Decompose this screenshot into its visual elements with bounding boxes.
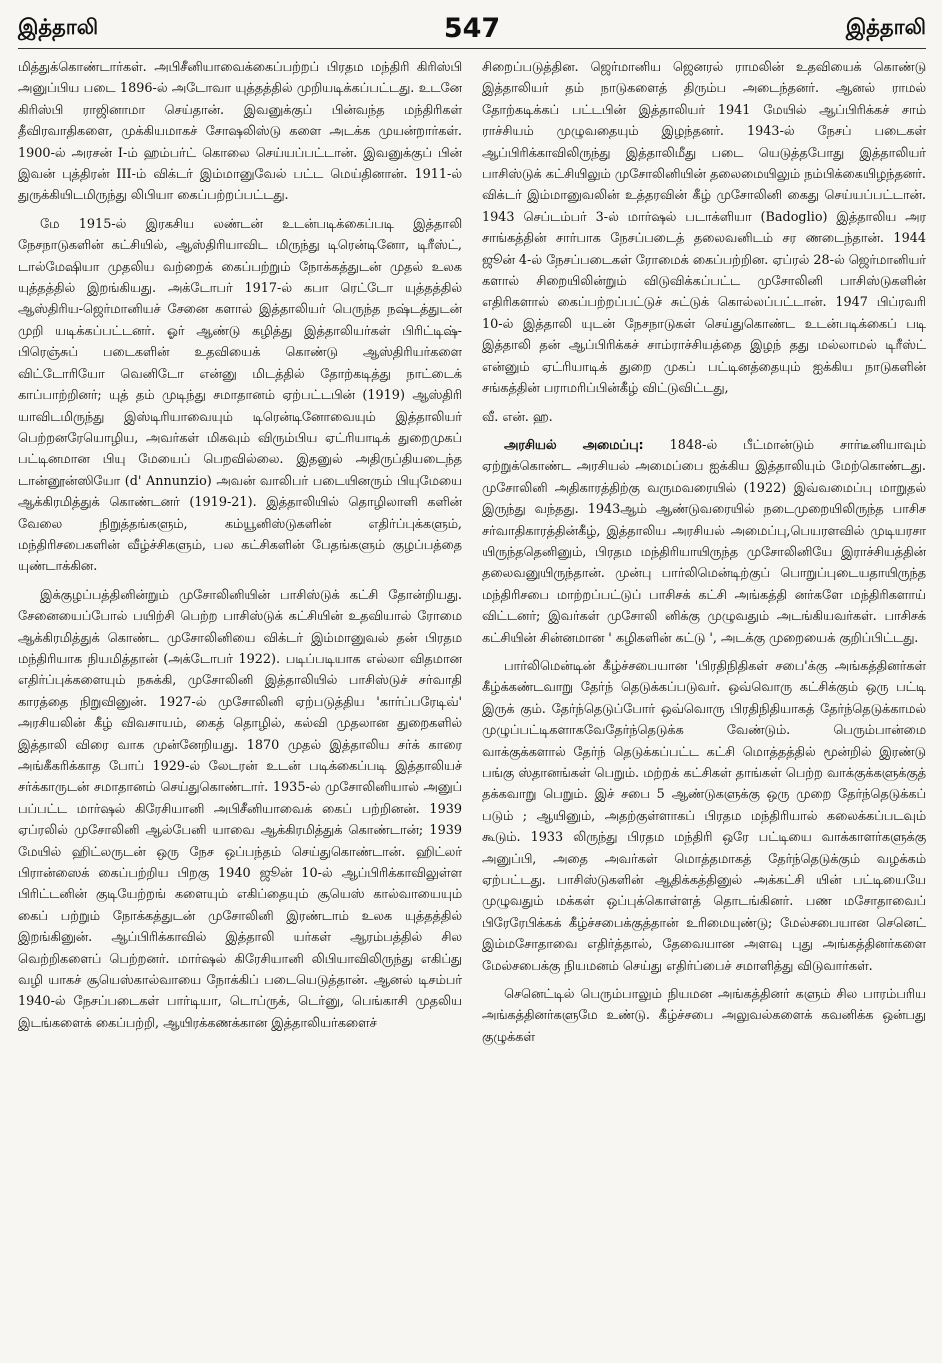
paragraph: இக்குழப்பத்தினின்றும் முசோலினியின் பாசிஸ்டுக் கட்சி தோன்றியது. சேனையைப்போல் பயிற்சி பெற்ற பாசிஸ்டுக் கட்சியின் உதவியால் ரோமை ஆக்கிரமித்துக் கொண்ட முசோலினியை விக்டர் இம்மானுவல் தன் பிரதம மந்திரியாக நியமித்தான் (அக்டோபர் 1922). படிப்படியாக எல்லா விதமான எதிர்ப்புக்களையும் நசுக்கி, முசோலினி இத்தாலியில் பாசிஸ்டுச் சர்வாதி காரத்தை நிறுவினுன். 1927-ல் முசோலினி ஏற்படுத்திய 'கார்ப்பரேடிவ்' அரசியலின் கீழ் விவசாயம், கைத் தொழில், கல்வி முதலான துறைகளில் இத்தாலி விரை வாக முன்னேறியது. 1870 முதல் இத்தாலிய சர்க் காரை அங்கீகரிக்காத போப் 1929-ல் லேடரன் உடன் படிக்கைப்படி இத்தாலியச் சர்க்காருடன் சமாதானம் செய்துகொண்டார். 1935-ல் முசோலினியால் அனுப் பப்பட்ட மார்ஷல் கிரேசியானி அபிசீனியாவைக் கைப் பற்றினன். 1939 ஏப்ரலில் முசோலினி ஆல்பேனி யாவை ஆக்கிரமித்துக் கொண்டான்; 1939 மேயில் ஹிட்லருடன் ஒரு நேச ஒப்பந்தம் செய்துகொண்டான். ஹிட்லர் பிரான்ஸைக் கைப்பற்றிய பிறகு 1940 ஜூன் 10-ல் ஆப்பிரிக்காவிலுள்ள பிரிட்டனின் குடியேற்றங் களையும் எகிப்தையும் சூயெஸ் கால்வாயையும் கைப் பற்றும் நோக்கத்துடன் முசோலினி இரண்டாம் உலக யுத்தத்தில் இறங்கினுன். ஆப்பிரிக்காவில் இத்தாலி யர்கள் ஆரம்பத்தில் சில வெற்றிகளைப் பெற்றனர். மார்ஷல் கிரேசியானி லிபியாவிலிருந்து எகிப்து வழி யாகச் சூயெஸ்கால்வாயை நோக்கிப் படையெடுத்தான். ஆனல் டிசம்பர் 1940-ல் நேசப்படைகள் பார்டியா, டொப்ருக், டெர்னு, பெங்காசி முதலிய இடங்களைக் கைப்பற்றி, ஆயிரக்கணக்கான இத்தாலியர்களைச் [18,587,462,1031]
text-columns [18,57,926,1055]
page-number: 547 [443,12,501,44]
section-heading: அரசியல் அமைப்பு: [504,437,644,453]
section-text: 1848-ல் பீட்மான்டும் சார்டீனியாவும் ஏற்றுக்கொண்ட அரசியல் அமைப்பை ஐக்கிய இத்தாலியும் மேற்கொண்டது. முசோலினி அதிகாரத்திற்கு வருமவரையில் (1922) இவ்வமைப்பு மாறுதல் இருந்து வந்தது. 1943ஆம் ஆண்டுவரையில் நடைமுறையிலிருந்த பாசிச சர்வாதிகாரத்தின்கீழ், இத்தாலிய அரசியல் அமைப்பு,பெயரளவில் முடியரசா யிருந்ததெனினும், பிரதம மந்திரியாயிருந்த முசோலினியே இராச்சியத்தின் தலைவனுயிருந்தான். முன்பு பார்லிமென்டிற்குப் பொறுப்புடையதாயிருந்த மந்திரிசபை மாற்றப்பட்டுப் பாசிசக் கட்சி அங்கத்தி னர்களே மந்திரிகளாய் விட்டனர்; இவர்கள் முசோலி னிக்கு முழுவதும் அடங்கியவர்கள். பாசிசக் கட்சியின் சின்னமான ' கழிகளின் கட்டு ', அடக்கு முறையைக் குறிப்பிட்டது. [482,437,926,646]
paragraph: பார்லிமென்டின் கீழ்ச்சபையான 'பிரதிநிதிகள் சபை'க்கு அங்கத்தினர்கள் கீழ்க்கண்டவாறு தேர்ந் தெடுக்கப்படுவர். ஒவ்வொரு கட்சிக்கும் ஒரு பட்டி இருக் கும். தேர்ந்தெடுப்போர் ஒவ்வொரு பிரதிநிதியாகத் தேர்ந்தெடுக்காமல் முழுப்பட்டிகளாகவேதேர்ந்தெடுக்க வேண்டும். பெரும்பான்மை வாக்குக்களால் தேர்ந் தெடுக்கப்பட்ட கட்சி மொத்தத்தில் மூன்றில் இரண்டு பங்கு ஸ்தானங்கள் பெறும். மற்றக் கட்சிகள் தாங்கள் பெற்ற வாக்குக்களுக்குத் தக்கவாறு பெறும். இச் சபை 5 ஆண்டுகளுக்கு ஒரு முறை தேர்ந்தெடுக்கப் படும் ; ஆயினும், அதற்குள்ளாகப் பிரதம மந்திரியால் கலைக்கப்படவும் கூடும். 1933 லிருந்து பிரதம மந்திரி ஒரே பட்டியை வாக்காளர்களுக்கு அனுப்பி, அதை அவர்கள் மொத்தமாகத் தேர்ந்தெடுக்கும் வழக்கம் ஏற்பட்டது. பாசிஸ்டுகளின் ஆதிக்கத்தினுல் அக்கட்சி யின் பட்டியையே முழுவதும் மக்கள் ஒப்புக்கொள்ளத் தொடங்கினர். பண மசோதாவைப் பிரேரேபிக்கக் கீழ்ச்சபைக்குத்தான் உரிமையுண்டு; மேல்சபையான செனெட் இம்மசோதாவை எதிர்த்தால், தேவையான அளவு புது அங்கத்தினர்களை மேல்சபைக்கு நியமனம் செய்து எதிர்ப்பைச் சமாளித்து விடுவார்கள். [482,658,926,974]
running-title-right: இத்தாலி [845,14,926,39]
right-column [482,57,926,1055]
author-initials: வீ. என். ஹ. [482,409,553,425]
paragraph [482,435,926,649]
running-title-left: இத்தாலி [18,14,99,39]
paragraph: சிறைப்படுத்தின. ஜெர்மானிய ஜெனரல் ராமலின் உதவியைக் கொண்டு இத்தாலியர் தம் நாடுகளைத் திரும்ப அடைந்தனர். ஆனல் ராமல் தோற்கடிக்கப் பட்டபின் இத்தாலியர் 1941 மேயில் ஆப்பிரிக்கச் சாம் ராச்சியம் முழுவதையும் இழந்தனர். 1943-ல் நேசப் படைகள் ஆப்பிரிக்காவிலிருந்து இத்தாலிமீது படை யெடுத்தபோது இத்தாலியர் பாசிஸ்டுக் கட்சியிலும் முசோலினியின் தலைமையிலும் நம்பிக்கையிழந்தனர். விக்டர் இம்மானுவலின் உத்தரவின் கீழ் முசோலினி கைது செய்யப்பட்டான். 1943 செப்டம்பர் 3-ல் மார்ஷல் படாக்ளியா (Badoglio) இத்தாலிய அர சாங்கத்தின் சார்பாக நேசப்படைத் தலைவனிடம் சர ணடைந்தான். 1944 ஜூன் 4-ல் நேசப்படைகள் ரோமைக் கைப்பற்றின. ஏப்ரல் 28-ல் ஜெர்மானியர் களால் சிறையிலின்றும் விடுவிக்கப்பட்ட முசோலினி பாசிஸ்டுகளின் எதிரிகளால் கைப்பற்றப்பட்டுச் சுட்டுக் கொல்லப்பட்டான். 1947 பிப்ரவரி 10-ல் இத்தாலி யுடன் நேசநாடுகள் செய்துகொண்ட உடன்படிக்கைப் படி இத்தாலி தன் ஆப்பிரிக்கச் சாம்ராச்சியத்தை இழந் தது மல்லாமல் டிரீஸ்ட் என்னும் ஏட்ரியாடிக் துறை முகப் பட்டினத்தையும் ஐக்கிய நாடுகளின் சங்கத்தின் பராமரிப்பின்கீழ் விட்டுவிட்டது, [482,60,926,397]
paragraph: செனெட்டில் பெரும்பாலும் நியமன அங்கத்தினர் களும் சில பாரம்பரிய அங்கத்தினர்களுமே உண்டு. கீழ்ச்சபை அலுவல்களைக் கவனிக்க ஒன்பது குழுக்கள் [482,987,926,1045]
paragraph: மித்துக்கொண்டார்கள். அபிசீனியாவைக்கைப்பற்றப் பிரதம மந்திரி கிரிஸ்பி அனுப்பிய படை 1896-ல் அடோவா யுத்தத்தில் முறியடிக்கப்பட்டது. உடனே கிரிஸ்பி ராஜினாமா செய்தான். இவனுக்குப் பின்வந்த மந்திரிகள் தீவிரவாதிகளை, முக்கியமாகச் சோஷலிஸ்டு களை அடக்க முயன்றார்கள். 1900-ல் அரசன் I-ம் ஹம்பர்ட் கொலை செய்யப்பட்டான். இவனுக்குப் பின் இவன் புத்திரன் III-ம் விக்டர் இம்மானுவேல் பட்ட மெய்தினான். 1911-ல் துருக்கியிடமிருந்து லிபியா கைப்பற்றப்பட்டது. [18,60,462,204]
paragraph: மே 1915-ல் இரகசிய லண்டன் உடன்படிக்கைப்படி இத்தாலி நேசநாடுகளின் கட்சியில், ஆஸ்திரியாவிட மிருந்து டிரென்டினோ, டிரீஸ்ட், டால்மேஷியா முதலிய வற்றைக் கைப்பற்றும் நோக்கத்துடன் முதல் உலக யுத்தத்தில் இறங்கியது. அக்டோபர் 1917-ல் கபா ரெட்டோ யுத்தத்தில் ஆஸ்திரிய-ஜெர்மானியச் சேனை களால் இத்தாலியர் பெருந்த நஷ்டத்துடன் முறி யடிக்கப்பட்டனர். ஓர் ஆண்டு கழித்து இத்தாலியர்கள் பிரிட்டிஷ்-பிரெஞ்சுப் படைகளின் உதவியைக் கொண்டு ஆஸ்திரியர்களை விட்டோரியோ வெனிடோ என்னு மிடத்தில் தோற்கடித்து நாட்டைக் காப்பாற்றினர்; யுத் தம் முடிந்து சமாதானம் ஏற்பட்டபின் (1919) ஆஸ்திரி யாவிடமிருந்து இஸ்டிரியாவையும் டிரென்டினோவையும் இத்தாலியர் பெற்றனரேயொழிய, அவர்கள் மிகவும் விரும்பிய ஏட்ரியாடிக் துறைமுகப் பட்டினமான பியு மேயைப் பெறவில்லை. இதனுல் அதிருப்தியடைந்த டான்னூன்ஸியோ (d' Annunzio) அவன் வாலிபர் படையினரும் பியுமேயை ஆக்கிரமித்துக் கொண்டனர் (1919-21). இத்தாலியில் தொழிலாளி களின் வேலை நிறுத்தங்களும், கம்யூனிஸ்டுகளின் எதிர்ப்புக்களும், மந்திரிசபைகளின் வீழ்ச்சிகளும், பல கட்சிகளின் பேதங்களும் குழப்பத்தை யுண்டாக்கின. [18,216,462,575]
page-header [18,8,926,49]
left-column [18,57,462,1055]
